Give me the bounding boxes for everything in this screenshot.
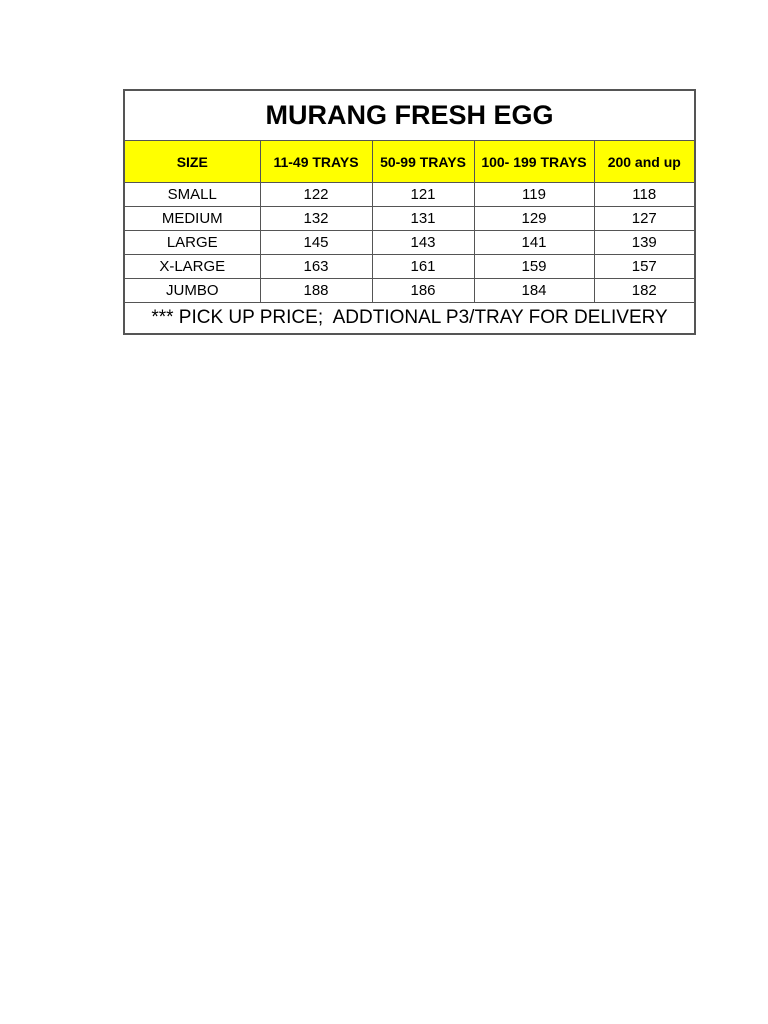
size-cell: LARGE [124,231,260,255]
table-row [124,207,695,231]
price-cell: 132 [260,207,372,231]
footer-note: *** PICK UP PRICE; ADDTIONAL P3/TRAY FOR DELIVERY [124,303,695,335]
column-header-size: SIZE [124,141,260,183]
table-row [124,255,695,279]
price-cell: 129 [474,207,594,231]
price-cell: 163 [260,255,372,279]
size-cell: X-LARGE [124,255,260,279]
size-cell: SMALL [124,183,260,207]
price-cell: 127 [594,207,695,231]
table-row [124,183,695,207]
column-header-100-199: 100- 199 TRAYS [474,141,594,183]
price-cell: 119 [474,183,594,207]
price-cell: 131 [372,207,474,231]
price-cell: 145 [260,231,372,255]
price-cell: 188 [260,279,372,303]
price-cell: 184 [474,279,594,303]
price-cell: 141 [474,231,594,255]
sheet-title: MURANG FRESH EGG [124,90,695,141]
price-table [123,89,696,335]
column-header-11-49: 11-49 TRAYS [260,141,372,183]
column-header-50-99: 50-99 TRAYS [372,141,474,183]
size-cell: JUMBO [124,279,260,303]
price-cell: 159 [474,255,594,279]
price-cell: 121 [372,183,474,207]
price-cell: 139 [594,231,695,255]
price-cell: 161 [372,255,474,279]
price-cell: 182 [594,279,695,303]
table-row [124,279,695,303]
price-cell: 186 [372,279,474,303]
price-cell: 143 [372,231,474,255]
header-row [124,141,695,183]
table-row [124,231,695,255]
column-header-200-up: 200 and up [594,141,695,183]
price-cell: 157 [594,255,695,279]
size-cell: MEDIUM [124,207,260,231]
price-cell: 122 [260,183,372,207]
price-cell: 118 [594,183,695,207]
